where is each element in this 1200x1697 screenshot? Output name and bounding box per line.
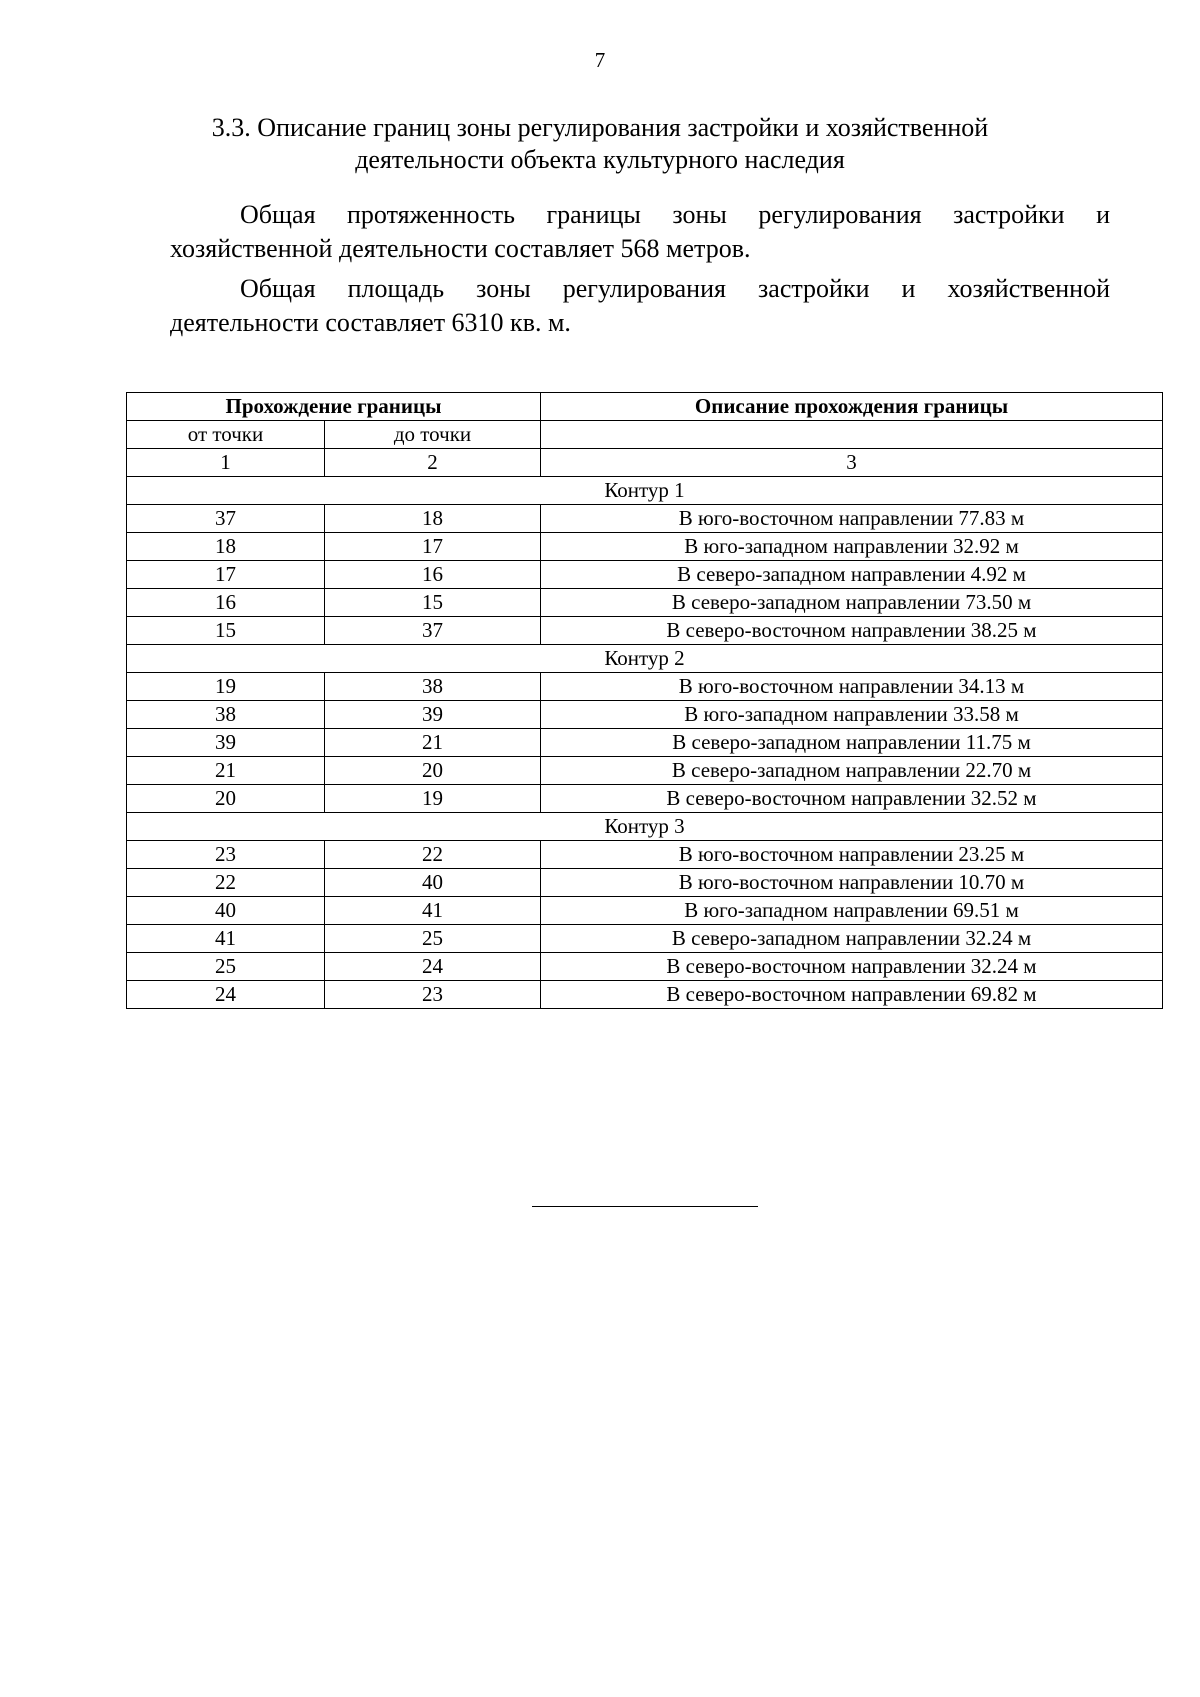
table-column-numbers-row [127, 449, 1163, 477]
cell-to-point: 23 [325, 981, 541, 1009]
section-title [130, 112, 1070, 176]
cell-from-point: 41 [127, 925, 325, 953]
cell-description: В юго-восточном направлении 23.25 м [541, 841, 1163, 869]
cell-description: В северо-восточном направлении 38.25 м [541, 617, 1163, 645]
contour-title-row [127, 813, 1163, 841]
end-of-section-divider [532, 1206, 758, 1207]
contour-title-row [127, 645, 1163, 673]
page-number: 7 [594, 48, 606, 72]
cell-to-point: 40 [325, 869, 541, 897]
subheader-to-point: до точки [325, 421, 541, 449]
table-row [127, 561, 1163, 589]
table-row [127, 757, 1163, 785]
cell-description: В северо-западном направлении 22.70 м [541, 757, 1163, 785]
header-boundary-passage: Прохождение границы [127, 393, 541, 421]
header-boundary-description: Описание прохождения границы [541, 393, 1163, 421]
cell-from-point: 17 [127, 561, 325, 589]
cell-from-point: 39 [127, 729, 325, 757]
cell-description: В северо-западном направлении 11.75 м [541, 729, 1163, 757]
cell-to-point: 41 [325, 897, 541, 925]
cell-from-point: 24 [127, 981, 325, 1009]
table-row [127, 673, 1163, 701]
column-number-2: 2 [325, 449, 541, 477]
cell-to-point: 22 [325, 841, 541, 869]
cell-from-point: 40 [127, 897, 325, 925]
table-row [127, 841, 1163, 869]
cell-from-point: 25 [127, 953, 325, 981]
paragraph-total-length: Общая протяженность границы зоны регулирования застройки и хозяйственной деятельности составляет 568 метров. [170, 200, 1110, 263]
cell-description: В юго-западном направлении 69.51 м [541, 897, 1163, 925]
cell-from-point: 19 [127, 673, 325, 701]
table-row [127, 785, 1163, 813]
boundary-table [126, 392, 1163, 1009]
cell-to-point: 25 [325, 925, 541, 953]
cell-to-point: 19 [325, 785, 541, 813]
cell-from-point: 37 [127, 505, 325, 533]
table-row [127, 897, 1163, 925]
column-number-1: 1 [127, 449, 325, 477]
cell-from-point: 20 [127, 785, 325, 813]
cell-description: В северо-западном направлении 4.92 м [541, 561, 1163, 589]
cell-from-point: 38 [127, 701, 325, 729]
table-row [127, 981, 1163, 1009]
section-title-line-1: 3.3. Описание границ зоны регулирования застройки и хозяйственной [211, 113, 989, 142]
cell-description: В юго-западном направлении 32.92 м [541, 533, 1163, 561]
cell-description: В юго-восточном направлении 10.70 м [541, 869, 1163, 897]
table-header-row [127, 393, 1163, 421]
cell-description: В северо-восточном направлении 32.24 м [541, 953, 1163, 981]
cell-from-point: 21 [127, 757, 325, 785]
section-title-line-2: деятельности объекта культурного наследия [355, 145, 845, 174]
cell-description: В юго-восточном направлении 34.13 м [541, 673, 1163, 701]
table-body [127, 477, 1163, 1009]
cell-from-point: 15 [127, 617, 325, 645]
cell-to-point: 21 [325, 729, 541, 757]
cell-to-point: 17 [325, 533, 541, 561]
cell-from-point: 22 [127, 869, 325, 897]
cell-to-point: 37 [325, 617, 541, 645]
cell-to-point: 39 [325, 701, 541, 729]
contour-title: Контур 1 [127, 477, 1163, 505]
table-subheader-row [127, 421, 1163, 449]
cell-to-point: 18 [325, 505, 541, 533]
cell-description: В северо-западном направлении 32.24 м [541, 925, 1163, 953]
cell-description: В северо-восточном направлении 69.82 м [541, 981, 1163, 1009]
cell-to-point: 16 [325, 561, 541, 589]
subheader-from-point: от точки [127, 421, 325, 449]
paragraph-total-area: Общая площадь зоны регулирования застройки и хозяйственной деятельности составляет 6310 кв. м. [170, 274, 1110, 337]
table-row [127, 701, 1163, 729]
cell-description: В северо-восточном направлении 32.52 м [541, 785, 1163, 813]
cell-to-point: 24 [325, 953, 541, 981]
contour-title: Контур 2 [127, 645, 1163, 673]
cell-description: В северо-западном направлении 73.50 м [541, 589, 1163, 617]
contour-title: Контур 3 [127, 813, 1163, 841]
table-row [127, 925, 1163, 953]
table-row [127, 533, 1163, 561]
cell-description: В юго-западном направлении 33.58 м [541, 701, 1163, 729]
table-row [127, 869, 1163, 897]
cell-description: В юго-восточном направлении 77.83 м [541, 505, 1163, 533]
subheader-empty [541, 421, 1163, 449]
table-row [127, 953, 1163, 981]
cell-from-point: 18 [127, 533, 325, 561]
cell-from-point: 16 [127, 589, 325, 617]
cell-from-point: 23 [127, 841, 325, 869]
table-row [127, 589, 1163, 617]
table-row [127, 505, 1163, 533]
cell-to-point: 20 [325, 757, 541, 785]
cell-to-point: 38 [325, 673, 541, 701]
table-row [127, 617, 1163, 645]
column-number-3: 3 [541, 449, 1163, 477]
cell-to-point: 15 [325, 589, 541, 617]
table-row [127, 729, 1163, 757]
contour-title-row [127, 477, 1163, 505]
